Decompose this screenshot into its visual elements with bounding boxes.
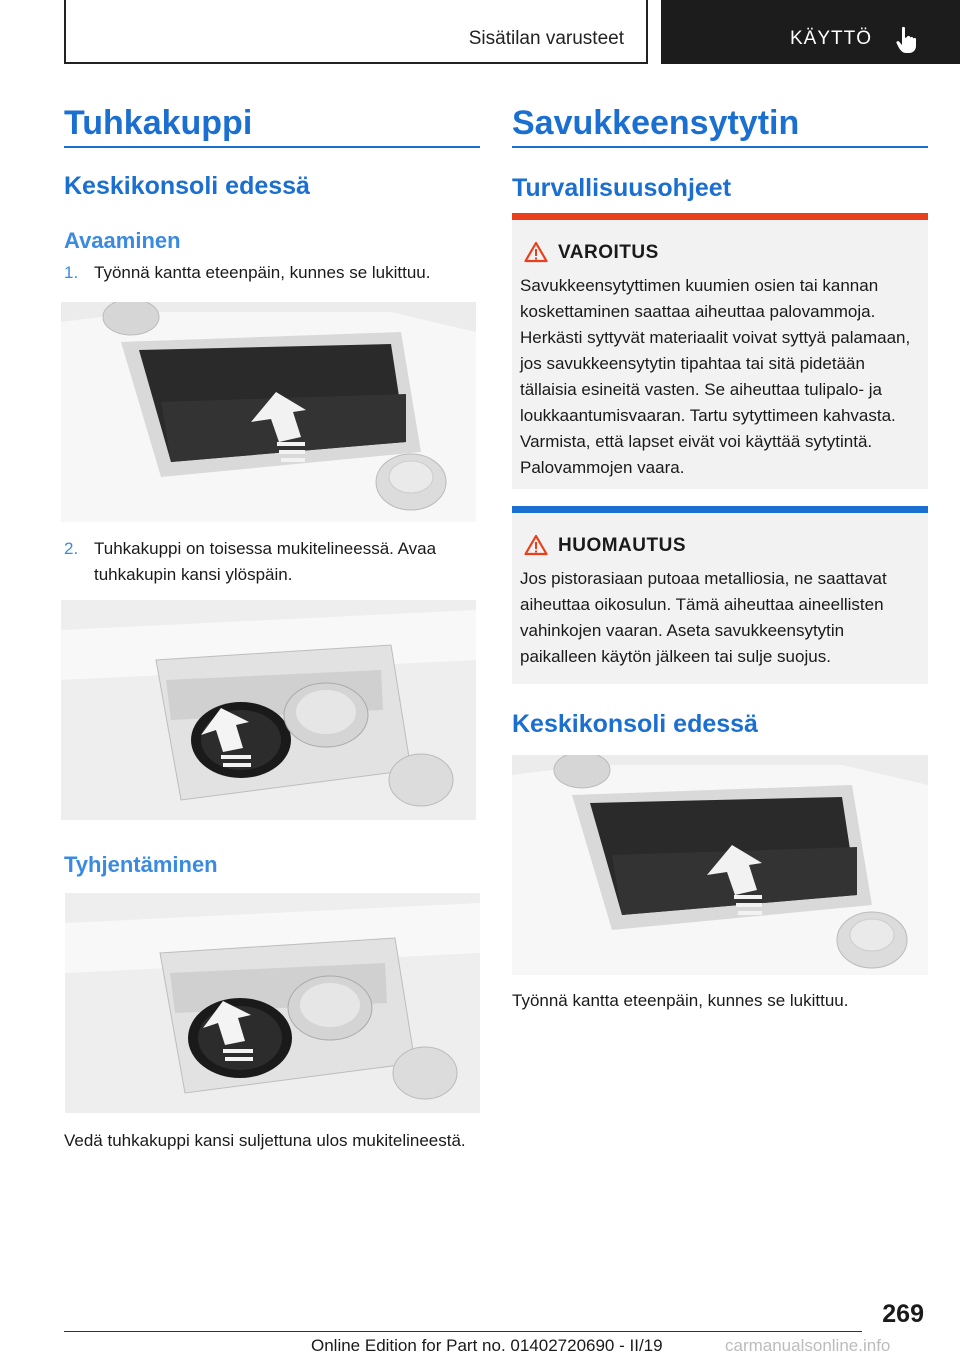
warning-box: [512, 213, 928, 489]
hand-pointer-icon: [896, 26, 920, 54]
footer-rule: [64, 1331, 862, 1332]
opening-heading: Avaaminen: [64, 228, 181, 253]
notice-title: HUOMAUTUS: [558, 535, 686, 556]
footer-edition-text: Online Edition for Part no. 01402720690 - II/19: [311, 1336, 663, 1355]
lighter-cover-illustration: [512, 755, 928, 975]
ashtray-removal-illustration: [65, 893, 480, 1113]
header-chapter-title: KÄYTTÖ: [790, 28, 873, 49]
cupholder-ashtray-illustration: [61, 600, 476, 820]
step-number: 1.: [64, 263, 79, 282]
warning-bar: [512, 213, 928, 220]
warning-triangle-icon: [524, 241, 548, 263]
notice-box: [512, 506, 928, 684]
title-rule: [64, 146, 480, 148]
lighter-title: Savukkeensytytin: [512, 104, 800, 142]
step-number: 2.: [64, 539, 79, 558]
title-rule: [512, 146, 928, 148]
page-number: 269: [882, 1300, 924, 1328]
warning-title: VAROITUS: [558, 242, 659, 263]
emptying-heading: Tyhjentäminen: [64, 852, 218, 877]
notice-text: Jos pistorasiaan putoaa metalliosia, ne saattavat aiheuttaa oikosulun. Tämä aiheuttaa aineellisten vahinkojen vaaran. Aseta savukkeensytytin paikalleen käytön jälkeen tai sulje suojus.: [520, 569, 887, 666]
footer-watermark: carmanualsonline.info: [725, 1336, 891, 1355]
safety-heading: Turvallisuusohjeet: [512, 174, 732, 202]
warning-text: Savukkeensytyttimen kuumien osien tai kannan koskettaminen saattaa aiheuttaa palovammoja. Herkästi syttyvät materiaalit voivat syttyä palamaan, jos savukkeensytytin tipahtaa tai sitä pidetään tällaisia esineitä vasten. Se aiheuttaa tulipalo- ja loukkaantumisvaaran. Tartu sytyttimeen kahvasta. Varmista, että lapset eivät voi käyttää sytytintä. Palovammojen vaara.: [520, 276, 911, 477]
front-console-heading: Keskikonsoli edessä: [64, 172, 310, 200]
step-text: Työnnä kantta eteenpäin, kunnes se lukittuu.: [94, 263, 431, 282]
header-section-title: Sisätilan varusteet: [468, 28, 624, 49]
notice-bar: [512, 506, 928, 513]
notice-triangle-icon: [524, 534, 548, 556]
ashtray-title: Tuhkakuppi: [64, 104, 253, 142]
front-console-text: Työnnä kantta eteenpäin, kunnes se lukittuu.: [512, 991, 849, 1010]
front-console-heading: Keskikonsoli edessä: [512, 710, 758, 738]
step-text: Tuhkakuppi on toisessa mukitelineessä. Avaa tuhkakupin kansi ylöspäin.: [94, 539, 437, 584]
console-cover-illustration: [61, 302, 476, 522]
emptying-text: Vedä tuhkakuppi kansi suljettuna ulos mukitelineestä.: [64, 1131, 466, 1150]
